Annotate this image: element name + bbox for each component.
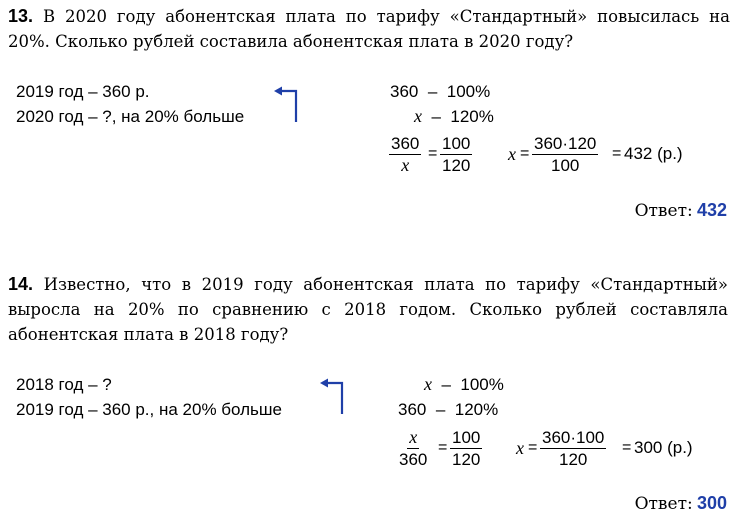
p13-given-line2: 2020 год – ?, на 20% больше [16, 107, 245, 126]
p14-answer-value: 300 [696, 493, 727, 513]
p13-prop-row2: x – 120% [414, 106, 494, 126]
p13-answer [635, 200, 727, 221]
p14-given-line1: 2018 год – ? [16, 375, 112, 394]
problem-13-number: 13. [8, 6, 34, 26]
p13-equals-1: = [428, 145, 438, 162]
p13-equals-3: = [612, 145, 622, 162]
p13-fraction-2: $\frac{100}{120}$ [442, 134, 471, 175]
problem-14-statement [8, 272, 728, 347]
p13-prop-row1: 360 – 100% [390, 82, 491, 101]
problem-14-number: 14. [8, 274, 34, 294]
p14-fraction-2: $\frac{100}{120}$ [452, 428, 481, 469]
p14-answer-label: Ответ: [634, 494, 693, 514]
p14-given-line2: 2019 год – 360 р., на 20% больше [16, 400, 282, 419]
p14-up-arrow-icon [316, 374, 350, 418]
p14-answer [635, 493, 727, 514]
p14-equals-3: = [622, 439, 632, 456]
problem-14-text: Известно, что в 2019 году абонентская плата по тарифу «Стандартный» выросла на 20% по сравнению с 2018 годом. Сколько рублей составляла абонентская плата в 2018 году? [8, 275, 728, 344]
p14-prop-row1: x – 100% [424, 374, 504, 394]
p14-result: 300 (р.) [634, 438, 693, 457]
p13-result: 432 (р.) [624, 144, 683, 163]
p13-variable-x: x [508, 144, 516, 164]
p13-given-line1: 2019 год – 360 р. [16, 82, 150, 101]
p14-fraction-1: $\frac{x}{360}$ [399, 427, 428, 469]
p13-equals-2: = [520, 145, 530, 162]
p14-equals-2: = [528, 439, 538, 456]
p13-answer-value: 432 [696, 200, 727, 220]
p14-equals-1: = [438, 439, 448, 456]
p13-fraction-3: $\frac{360\cdot 120}{100}$ [534, 134, 597, 175]
p13-up-arrow-icon [270, 82, 304, 126]
p14-variable-x: x [516, 438, 524, 458]
p13-answer-label: Ответ: [634, 201, 693, 221]
problem-13-statement [8, 4, 730, 54]
p14-prop-row2: 360 – 120% [398, 400, 499, 419]
p13-fraction-1: $\frac{360}{x}$ [391, 134, 420, 175]
problem-13-text: В 2020 году абонентская плата по тарифу «Стандартный» повысилась на 20%. Сколько рублей составила абонентская плата в 2020 году? [8, 7, 730, 51]
p14-fraction-3: $\frac{360\cdot 100}{120}$ [542, 428, 605, 469]
